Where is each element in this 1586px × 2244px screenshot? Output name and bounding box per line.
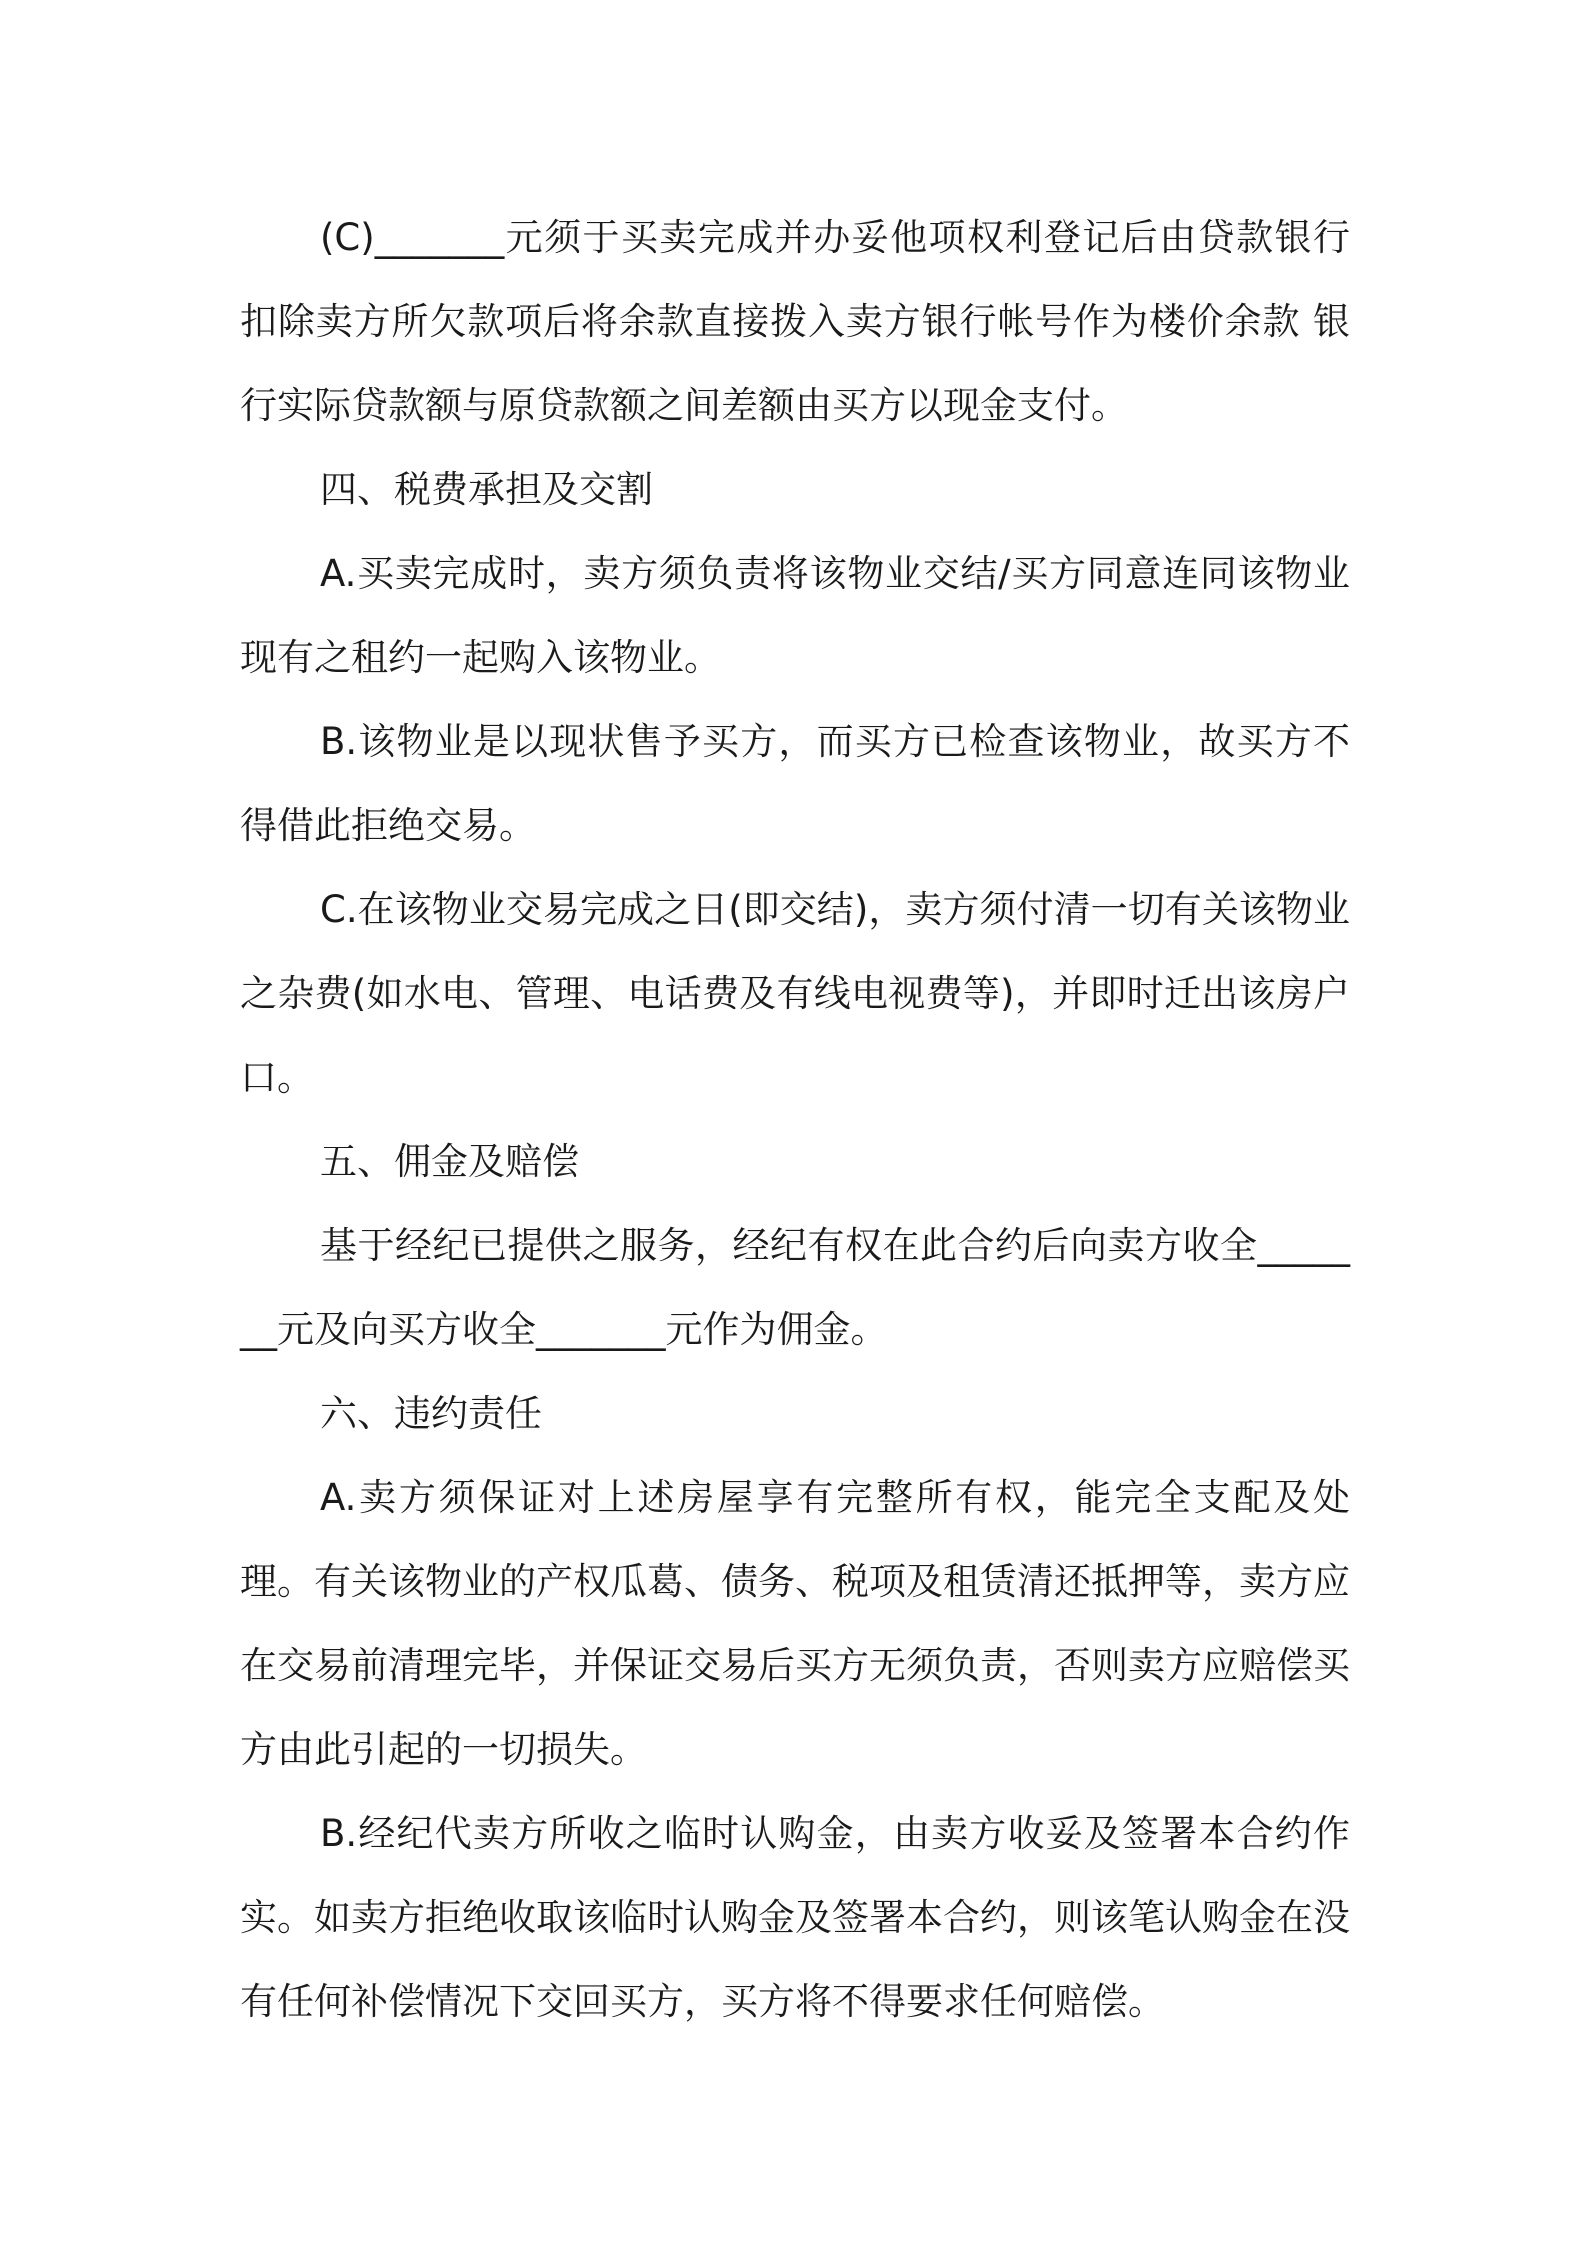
paragraph-commission: 基于经纪已提供之服务，经纪有权在此合约后向卖方收全_______元及向买方收全_______元作为佣金。 [240,1224,1350,1351]
paragraph-a-completion: A.买卖完成时，卖方须负责将该物业交结/买方同意连同该物业现有之租约一起购入该物业。 [240,552,1350,679]
paragraph-a-ownership: A.卖方须保证对上述房屋享有完整所有权，能完全支配及处理。有关该物业的产权瓜葛、债务、税项及租赁清还抵押等，卖方应在交易前清理完毕，并保证交易后买方无须负责，否则卖方应赔偿买方由此引起的一切损失。 [240,1476,1350,1771]
section-heading-liability: 六、违约责任 [320,1392,542,1435]
section-heading-taxes: 四、税费承担及交割 [320,468,653,511]
paragraph-b-as-is: B.该物业是以现状售予买方，而买方已检查该物业，故买方不得借此拒绝交易。 [240,720,1350,847]
section-heading-commission: 五、佣金及赔偿 [320,1140,579,1183]
paragraph-b-deposit: B.经纪代卖方所收之临时认购金，由卖方收妥及签署本合约作实。如卖方拒绝收取该临时认购金及签署本合约，则该笔认购金在没有任何补偿情况下交回买方，买方将不得要求任何赔偿。 [240,1812,1350,2023]
paragraph-c-fees: C.在该物业交易完成之日(即交结)，卖方须付清一切有关该物业之杂费(如水电、管理、电话费及有线电视费等)，并即时迁出该房户口。 [240,888,1350,1099]
document-body [240,196,1350,2044]
paragraph-c-loan-balance: (C)_______元须于买卖完成并办妥他项权利登记后由贷款银行扣除卖方所欠款项后将余款直接拨入卖方银行帐号作为楼价余款 银行实际贷款额与原贷款额之间差额由买方以现金支付。 [240,216,1350,427]
